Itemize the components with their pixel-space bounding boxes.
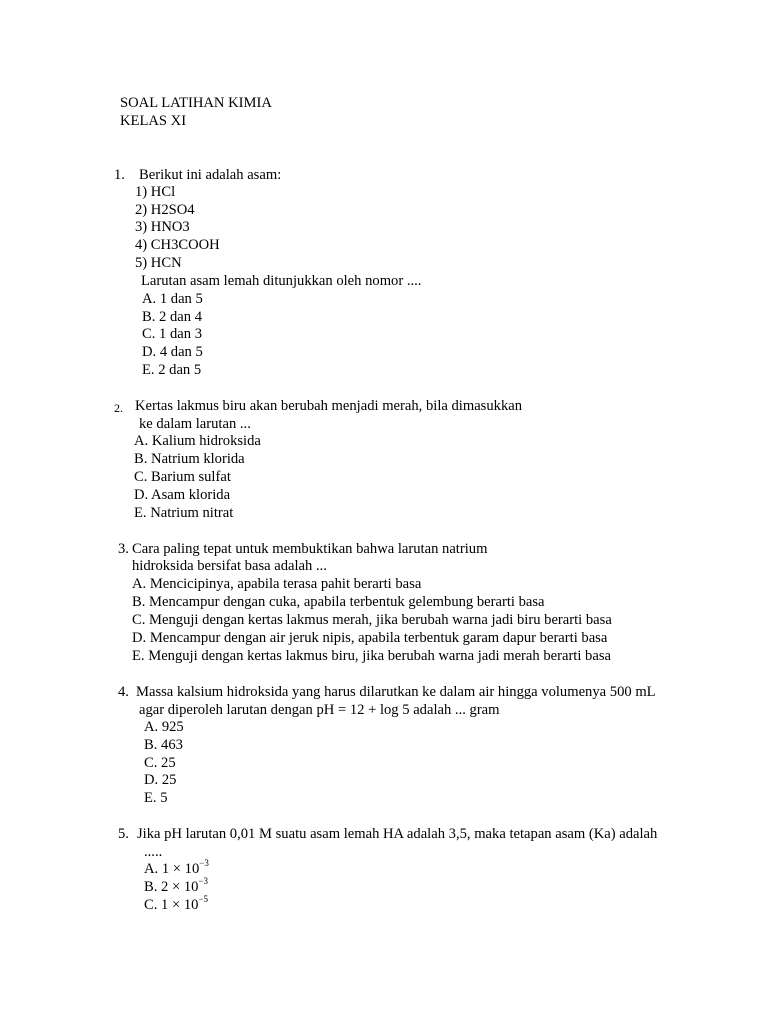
- question-stem: Berikut ini adalah asam:: [139, 167, 282, 183]
- list-item: 5) HCN: [135, 255, 182, 271]
- answer-option: A. 1 dan 5: [142, 291, 203, 307]
- class-label: KELAS XI: [120, 113, 187, 129]
- answer-option: E. 5: [144, 790, 168, 806]
- answer-option: B. 2 dan 4: [142, 309, 202, 325]
- list-item: 3) HNO3: [135, 219, 190, 235]
- answer-option: E. Natrium nitrat: [134, 505, 234, 521]
- answer-option: E. 2 dan 5: [142, 362, 202, 378]
- question-stem: Massa kalsium hidroksida yang harus dilarutkan ke dalam air hingga volumenya 500 mL: [136, 684, 656, 700]
- question-number: 5.: [118, 826, 129, 842]
- question-number: 3.: [118, 541, 129, 557]
- answer-option: B. 463: [144, 737, 183, 753]
- answer-option: A. 925: [144, 719, 184, 735]
- answer-option: D. Asam klorida: [134, 487, 231, 503]
- answer-option: [144, 896, 208, 914]
- question-stem-continued: hidroksida bersifat basa adalah ...: [132, 558, 327, 574]
- answer-option: C. 1 dan 3: [142, 326, 202, 342]
- exponent: −3: [199, 858, 209, 869]
- list-item: 1) HCl: [135, 184, 176, 200]
- answer-option: D. 25: [144, 772, 177, 788]
- answer-option: C. Menguji dengan kertas lakmus merah, jika berubah warna jadi biru berarti basa: [132, 612, 612, 628]
- question-stem: Kertas lakmus biru akan berubah menjadi merah, bila dimasukkan: [135, 398, 523, 414]
- answer-option-text: A. 1 × 10: [144, 861, 200, 877]
- answer-option: B. Mencampur dengan cuka, apabila terbentuk gelembung berarti basa: [132, 594, 545, 610]
- question-stem-continued: agar diperoleh larutan dengan pH = 12 + log 5 adalah ... gram: [139, 702, 500, 718]
- list-item: 4) CH3COOH: [135, 237, 220, 253]
- question-stem-continued: ke dalam larutan ...: [139, 416, 251, 432]
- question-stem: Jika pH larutan 0,01 M suatu asam lemah HA adalah 3,5, maka tetapan asam (Ka) adalah: [137, 826, 658, 842]
- document-title: SOAL LATIHAN KIMIA: [120, 95, 272, 111]
- answer-option: A. Kalium hidroksida: [134, 433, 261, 449]
- answer-option: C. 25: [144, 755, 176, 771]
- question-prompt: Larutan asam lemah ditunjukkan oleh nomor ....: [141, 273, 422, 289]
- answer-option: B. Natrium klorida: [134, 451, 245, 467]
- answer-option: E. Menguji dengan kertas lakmus biru, jika berubah warna jadi merah berarti basa: [132, 648, 611, 664]
- exponent: −3: [198, 876, 209, 887]
- question-number: 4.: [118, 684, 129, 700]
- exponent: −5: [198, 894, 209, 905]
- answer-option-text: B. 2 × 10: [144, 879, 199, 895]
- question-number: 2.: [114, 401, 123, 415]
- question-stem-continued: .....: [144, 844, 163, 860]
- list-item: 2) H2SO4: [135, 202, 195, 218]
- answer-option: C. Barium sulfat: [134, 469, 231, 485]
- answer-option: D. Mencampur dengan air jeruk nipis, apabila terbentuk garam dapur berarti basa: [132, 630, 608, 646]
- answer-option: A. Mencicipinya, apabila terasa pahit berarti basa: [132, 576, 422, 592]
- question-number: 1.: [114, 167, 125, 183]
- question-stem: Cara paling tepat untuk membuktikan bahwa larutan natrium: [132, 541, 488, 557]
- answer-option-text: C. 1 × 10: [144, 897, 199, 913]
- answer-option: D. 4 dan 5: [142, 344, 203, 360]
